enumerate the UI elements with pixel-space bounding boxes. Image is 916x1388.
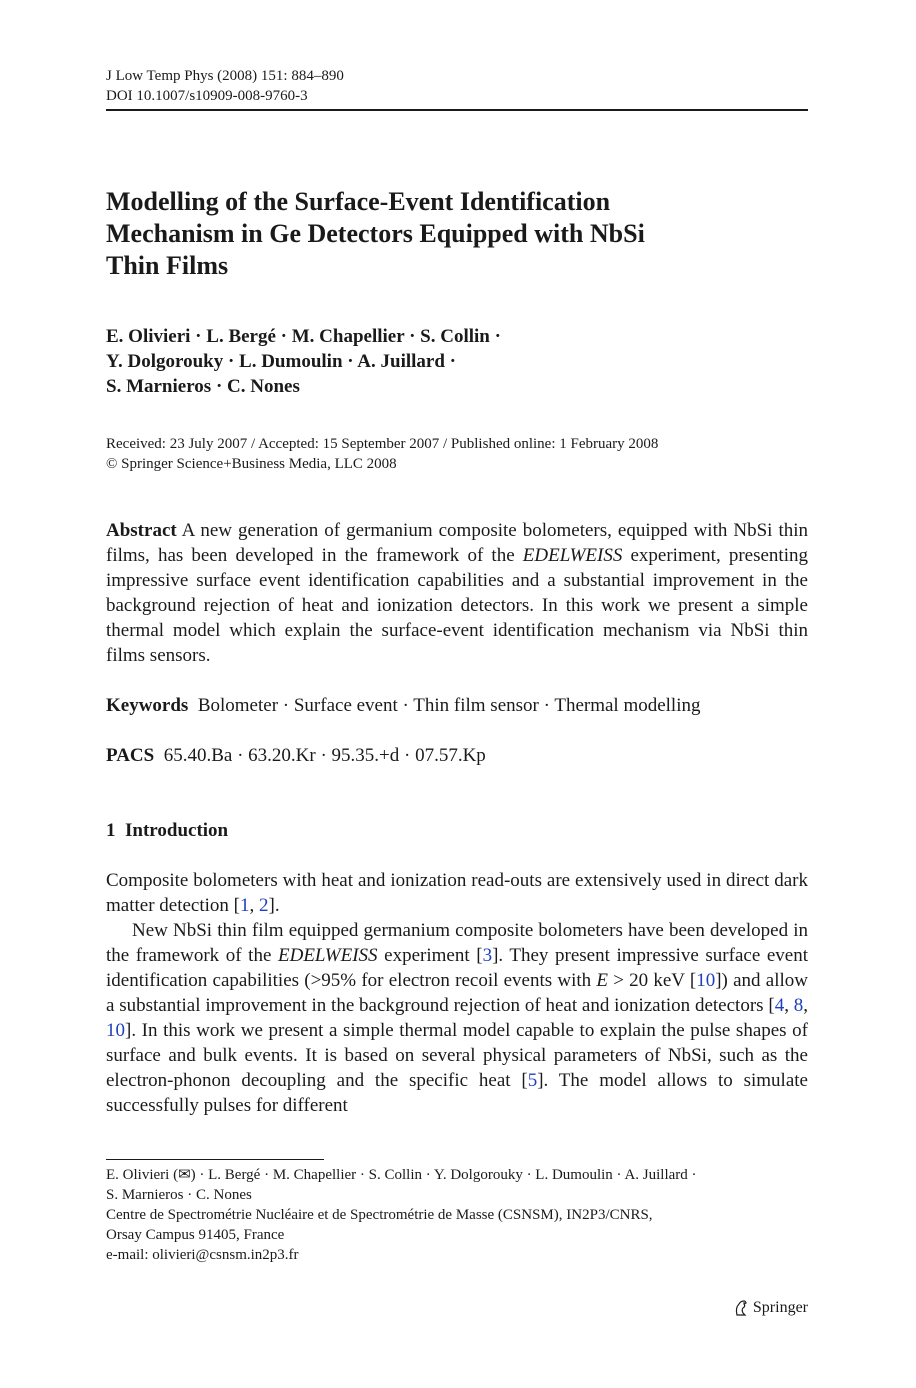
abstract xyxy=(106,518,808,668)
citation-link[interactable]: 10 xyxy=(106,1020,125,1041)
journal-citation: J Low Temp Phys (2008) 151: 884–890 xyxy=(106,68,344,84)
math-variable: E xyxy=(596,970,608,991)
doi: DOI 10.1007/s10909-008-9760-3 xyxy=(106,88,308,104)
abstract-italic: EDELWEISS xyxy=(522,545,623,566)
paragraph-text: ]. They present impressive surface event identification capabilities (>95% for electron recoil events with xyxy=(106,945,809,991)
paragraph-text: New NbSi thin film equipped germanium composite bolometers have been developed in the framework of the xyxy=(106,920,808,966)
abstract-text: experiment, presenting impressive surface event identification capabilities and a substantial improvement in the background rejection of heat and ionization detectors. In this work we present a simple thermal model which explain the surface-event identification mechanism via NbSi thin films sensors. xyxy=(106,545,808,666)
paragraph-text: ]. xyxy=(268,895,280,916)
citation-link[interactable]: 1 xyxy=(240,895,250,916)
intro-paragraph-1 xyxy=(106,868,808,918)
paragraph-text: Composite bolometers with heat and ionization read-outs are extensively used in direct dark matter detection [ xyxy=(106,870,808,916)
citation-link[interactable]: 8 xyxy=(793,995,804,1016)
citation-link[interactable]: 2 xyxy=(259,895,269,916)
author-line: E. Olivieri · L. Bergé · M. Chapellier · S. Collin · xyxy=(106,326,501,347)
pacs-label: PACS xyxy=(106,745,155,766)
springer-horse-icon xyxy=(733,1299,749,1317)
title-line: Modelling of the Surface-Event Identification xyxy=(106,187,611,216)
footnote-line: Orsay Campus 91405, France xyxy=(106,1227,285,1243)
keywords xyxy=(106,693,701,718)
pacs-text: 65.40.Ba · 63.20.Kr · 95.35.+d · 07.57.Kp xyxy=(163,745,486,766)
received-accepted-published: Received: 23 July 2007 / Accepted: 15 September 2007 / Published online: 1 February 2008 xyxy=(106,436,659,452)
header-rule xyxy=(106,109,808,111)
paragraph-text: ]. In this work we present a simple thermal model capable to explain the pulse shapes of surface and bulk events. It is based on several physical parameters of NbSi, such as the electron-phonon decoupling and the specific heat [ xyxy=(106,1020,808,1091)
section-title: Introduction xyxy=(125,820,229,841)
copyright: © Springer Science+Business Media, LLC 2008 xyxy=(106,456,397,472)
paragraph-text: , xyxy=(784,995,794,1016)
publication-dates xyxy=(106,434,658,474)
publisher-name: Springer xyxy=(752,1299,808,1316)
citation-link[interactable]: 4 xyxy=(774,995,785,1016)
journal-header xyxy=(106,66,344,106)
pacs xyxy=(106,743,486,768)
footnote-email xyxy=(106,1245,299,1265)
abstract-text: A new generation of germanium composite bolometers, equipped with NbSi thin films, has been developed in the framework of the xyxy=(106,520,808,566)
email-line: e-mail: olivieri@csnsm.in2p3.fr xyxy=(106,1247,299,1263)
keywords-label: Keywords xyxy=(106,695,189,716)
citation-link[interactable]: 5 xyxy=(527,1070,538,1091)
footnote-rule xyxy=(106,1159,324,1160)
paragraph-text: , xyxy=(249,895,259,916)
paragraph-text: ]. The model allows to simulate successfully pulses for different xyxy=(106,1070,808,1116)
footnote-affiliation xyxy=(106,1205,653,1245)
paragraph-text: , xyxy=(803,995,808,1016)
abstract-label: Abstract xyxy=(106,520,177,541)
footnote-authors xyxy=(106,1165,697,1205)
intro-paragraph-2 xyxy=(106,918,808,1118)
title-line: Thin Films xyxy=(106,251,229,280)
paragraph-text: experiment [ xyxy=(377,945,483,966)
footnote-line: Centre de Spectrométrie Nucléaire et de Spectrométrie de Masse (CSNSM), IN2P3/CNRS, xyxy=(106,1207,653,1223)
footnote-line: E. Olivieri (✉) · L. Bergé · M. Chapellier · S. Collin · Y. Dolgorouky · L. Dumoulin · A. Juillard · xyxy=(106,1167,697,1183)
author-line: S. Marnieros · C. Nones xyxy=(106,376,300,397)
section-heading xyxy=(106,818,228,843)
author-line: Y. Dolgorouky · L. Dumoulin · A. Juillard · xyxy=(106,351,457,372)
citation-link[interactable]: 3 xyxy=(482,945,493,966)
citation-link[interactable]: 10 xyxy=(696,970,716,991)
paper-title xyxy=(106,186,746,282)
author-list xyxy=(106,324,501,399)
paragraph-text: > 20 keV [ xyxy=(607,970,697,991)
title-line: Mechanism in Ge Detectors Equipped with NbSi xyxy=(106,219,645,248)
footnote-line: S. Marnieros · C. Nones xyxy=(106,1187,252,1203)
italic-text: EDELWEISS xyxy=(278,945,378,966)
keywords-text: Bolometer · Surface event · Thin film sensor · Thermal modelling xyxy=(197,695,701,716)
publisher-logo xyxy=(733,1297,808,1319)
section-number: 1 xyxy=(106,820,116,841)
paragraph-text: ]) and allow a substantial improvement in the background rejection of heat and ionization detectors [ xyxy=(106,970,808,1016)
